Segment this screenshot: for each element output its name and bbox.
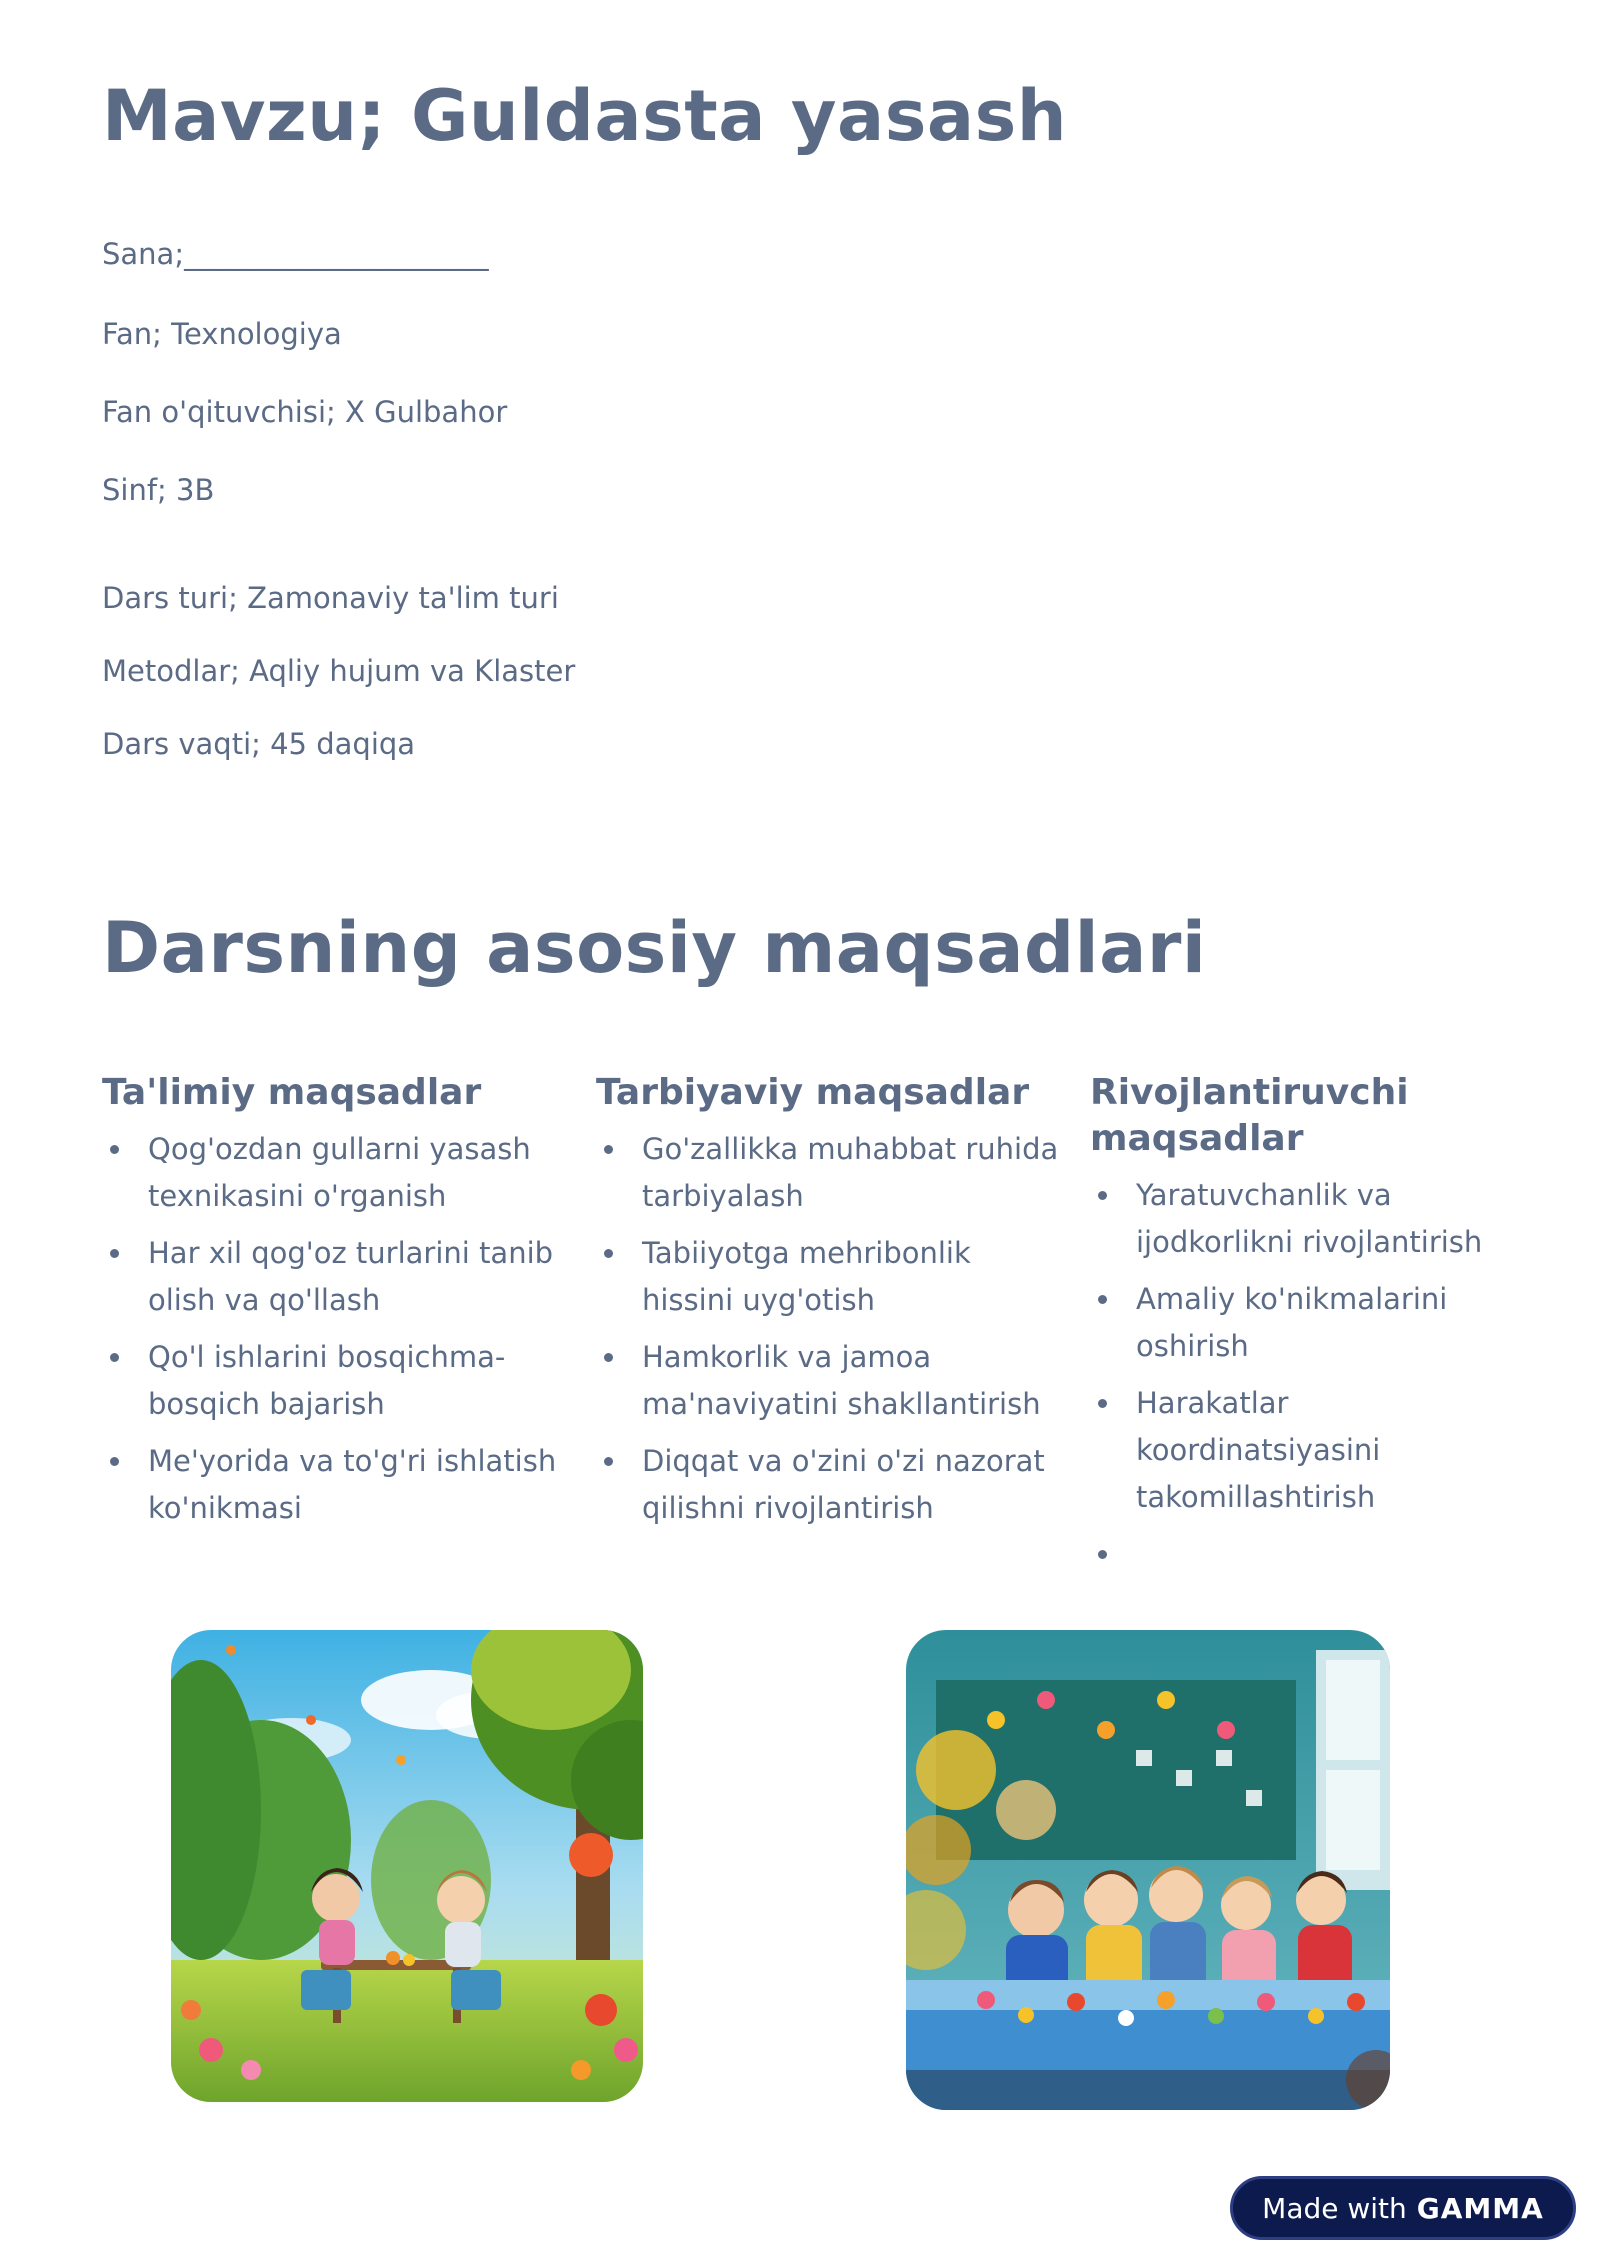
column-title: Tarbiyaviy maqsadlar [596, 1072, 1030, 1113]
subject-line: Fan; Texnologiya [102, 317, 342, 351]
list-item: Hamkorlik va jamoa ma'naviyatini shakllantirish [596, 1334, 1066, 1428]
column-title: Rivojlantiruvchi maqsadlar [1090, 1072, 1409, 1159]
list-item: Go'zallikka muhabbat ruhida tarbiyalash [596, 1126, 1066, 1220]
bullet-icon [604, 1353, 613, 1362]
page-title: Mavzu; Guldasta yasash [102, 75, 1068, 157]
developmental-goals-column [1090, 1070, 1530, 1588]
bullet-icon [110, 1353, 119, 1362]
made-with-gamma-badge[interactable] [1230, 2176, 1576, 2240]
teacher-line: Fan o'qituvchisi; X Gulbahor [102, 395, 508, 429]
list-item: Qog'ozdan gullarni yasash texnikasini o'rganish [102, 1126, 572, 1220]
classroom-crafting-image [906, 1630, 1390, 2110]
bullet-icon [1098, 1550, 1107, 1559]
bullet-icon [604, 1249, 613, 1258]
goals-section-title: Darsning asosiy maqsadlari [102, 907, 1207, 989]
goal-list [102, 1126, 572, 1532]
educational-goals-column [102, 1070, 572, 1542]
list-item: Amaliy ko'nikmalarini oshirish [1090, 1276, 1530, 1370]
garden-crafting-image [171, 1630, 643, 2102]
list-item [1090, 1531, 1530, 1578]
bullet-icon [1098, 1191, 1107, 1200]
bullet-icon [110, 1249, 119, 1258]
date-field: Sana;_____________________ [102, 237, 489, 271]
bullet-icon [1098, 1399, 1107, 1408]
bullet-icon [110, 1457, 119, 1466]
badge-text: Made with [1262, 2191, 1407, 2225]
list-item: Diqqat va o'zini o'zi nazorat qilishni rivojlantirish [596, 1438, 1066, 1532]
column-title: Ta'limiy maqsadlar [102, 1072, 482, 1113]
bullet-icon [1098, 1295, 1107, 1304]
gamma-logo: GAMMA [1416, 2191, 1544, 2225]
upbringing-goals-column [596, 1070, 1066, 1542]
list-item: Me'yorida va to'g'ri ishlatish ko'nikmasi [102, 1438, 572, 1532]
goal-list [596, 1126, 1066, 1532]
bullet-icon [604, 1457, 613, 1466]
lesson-duration-line: Dars vaqti; 45 daqiqa [102, 727, 416, 761]
bullet-icon [604, 1145, 613, 1154]
lesson-type-line: Dars turi; Zamonaviy ta'lim turi [102, 581, 559, 615]
goal-list [1090, 1172, 1530, 1578]
list-item: Qo'l ishlarini bosqichma-bosqich bajarish [102, 1334, 572, 1428]
list-item: Har xil qog'oz turlarini tanib olish va qo'llash [102, 1230, 572, 1324]
list-item: Harakatlar koordinatsiyasini takomillashtirish [1090, 1380, 1530, 1521]
methods-line: Metodlar; Aqliy hujum va Klaster [102, 654, 576, 688]
list-item: Yaratuvchanlik va ijodkorlikni rivojlantirish [1090, 1172, 1530, 1266]
list-item: Tabiiyotga mehribonlik hissini uyg'otish [596, 1230, 1066, 1324]
class-line: Sinf; 3B [102, 473, 215, 507]
bullet-icon [110, 1145, 119, 1154]
